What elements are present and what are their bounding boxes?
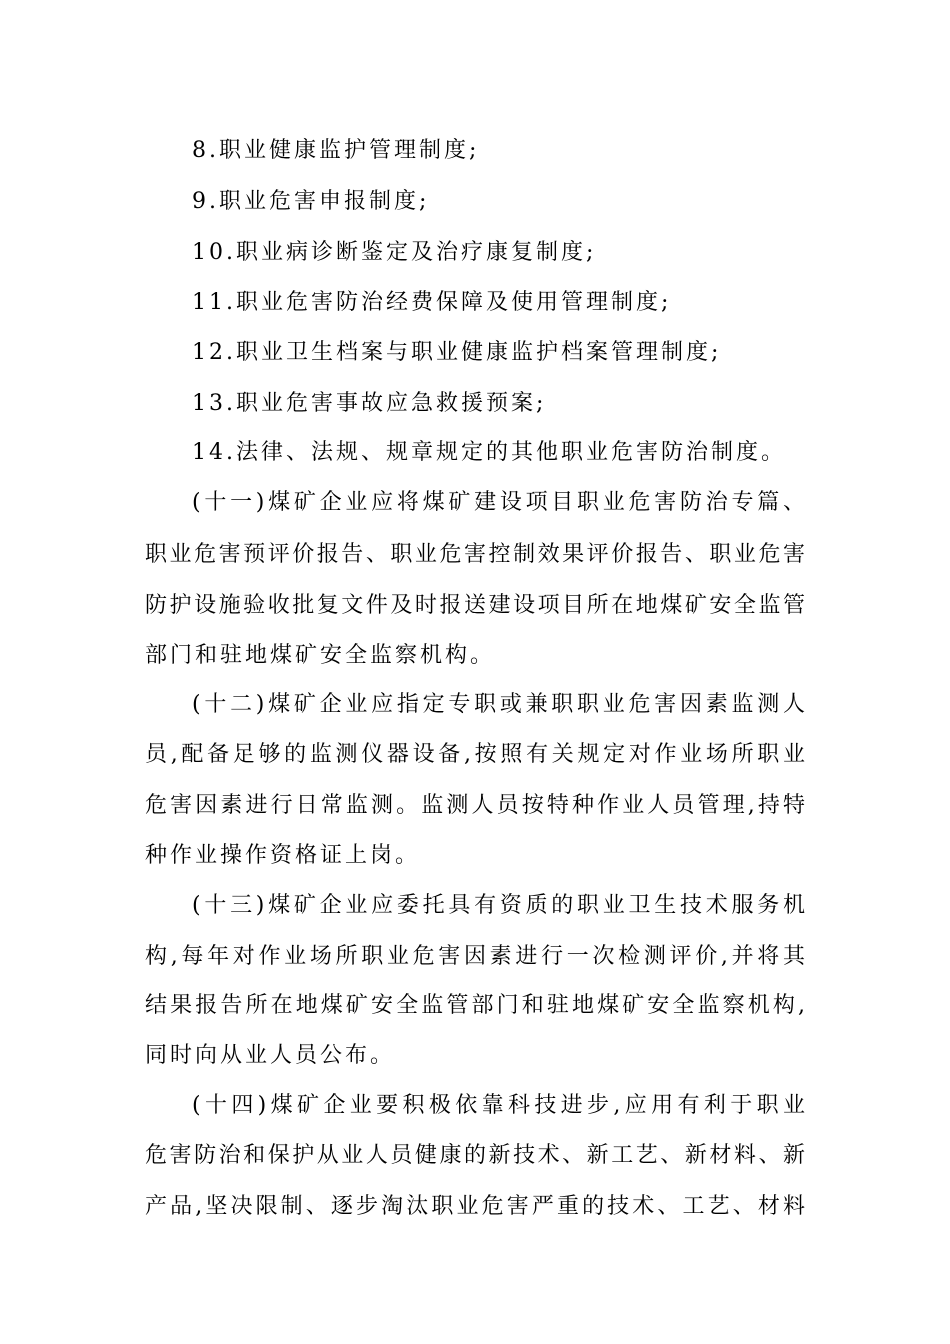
paragraph-13-line: 构,每年对作业场所职业危害因素进行一次检测评价,并将其 — [145, 944, 805, 969]
paragraph-13-line: (十三)煤矿企业应委托具有资质的职业卫生技术服务机 — [192, 893, 805, 918]
paragraph-12-line: (十二)煤矿企业应指定专职或兼职职业危害因素监测人 — [192, 692, 805, 717]
paragraph-14-line: 产品,坚决限制、逐步淘汰职业危害严重的技术、工艺、材料 — [145, 1194, 805, 1219]
paragraph-14-line: (十四)煤矿企业要积极依靠科技进步,应用有利于职业 — [192, 1093, 805, 1118]
paragraph-14-line: 危害防治和保护从业人员健康的新技术、新工艺、新材料、新 — [145, 1143, 805, 1168]
paragraph-11-line: (十一)煤矿企业应将煤矿建设项目职业危害防治专篇、 — [192, 490, 805, 515]
list-item-11: 11.职业危害防治经费保障及使用管理制度; — [192, 290, 672, 315]
paragraph-13-line: 结果报告所在地煤矿安全监管部门和驻地煤矿安全监察机构, — [145, 993, 805, 1018]
list-item-13: 13.职业危害事故应急救援预案; — [192, 391, 547, 416]
paragraph-12-line: 危害因素进行日常监测。监测人员按特种作业人员管理,持特 — [145, 793, 805, 818]
list-item-9: 9.职业危害申报制度; — [192, 189, 430, 214]
paragraph-11-line: 部门和驻地煤矿安全监察机构。 — [145, 643, 496, 668]
paragraph-12-line: 员,配备足够的监测仪器设备,按照有关规定对作业场所职业 — [145, 742, 805, 767]
paragraph-13-line: 同时向从业人员公布。 — [145, 1043, 396, 1068]
list-item-8: 8.职业健康监护管理制度; — [192, 138, 480, 163]
list-item-12: 12.职业卫生档案与职业健康监护档案管理制度; — [192, 340, 722, 365]
paragraph-11-line: 防护设施验收批复文件及时报送建设项目所在地煤矿安全监管 — [145, 593, 805, 618]
paragraph-12-line: 种作业操作资格证上岗。 — [145, 843, 421, 868]
list-item-14: 14.法律、法规、规章规定的其他职业危害防治制度。 — [192, 440, 786, 465]
list-item-10: 10.职业病诊断鉴定及治疗康复制度; — [192, 240, 597, 265]
paragraph-11-line: 职业危害预评价报告、职业危害控制效果评价报告、职业危害 — [145, 542, 805, 567]
